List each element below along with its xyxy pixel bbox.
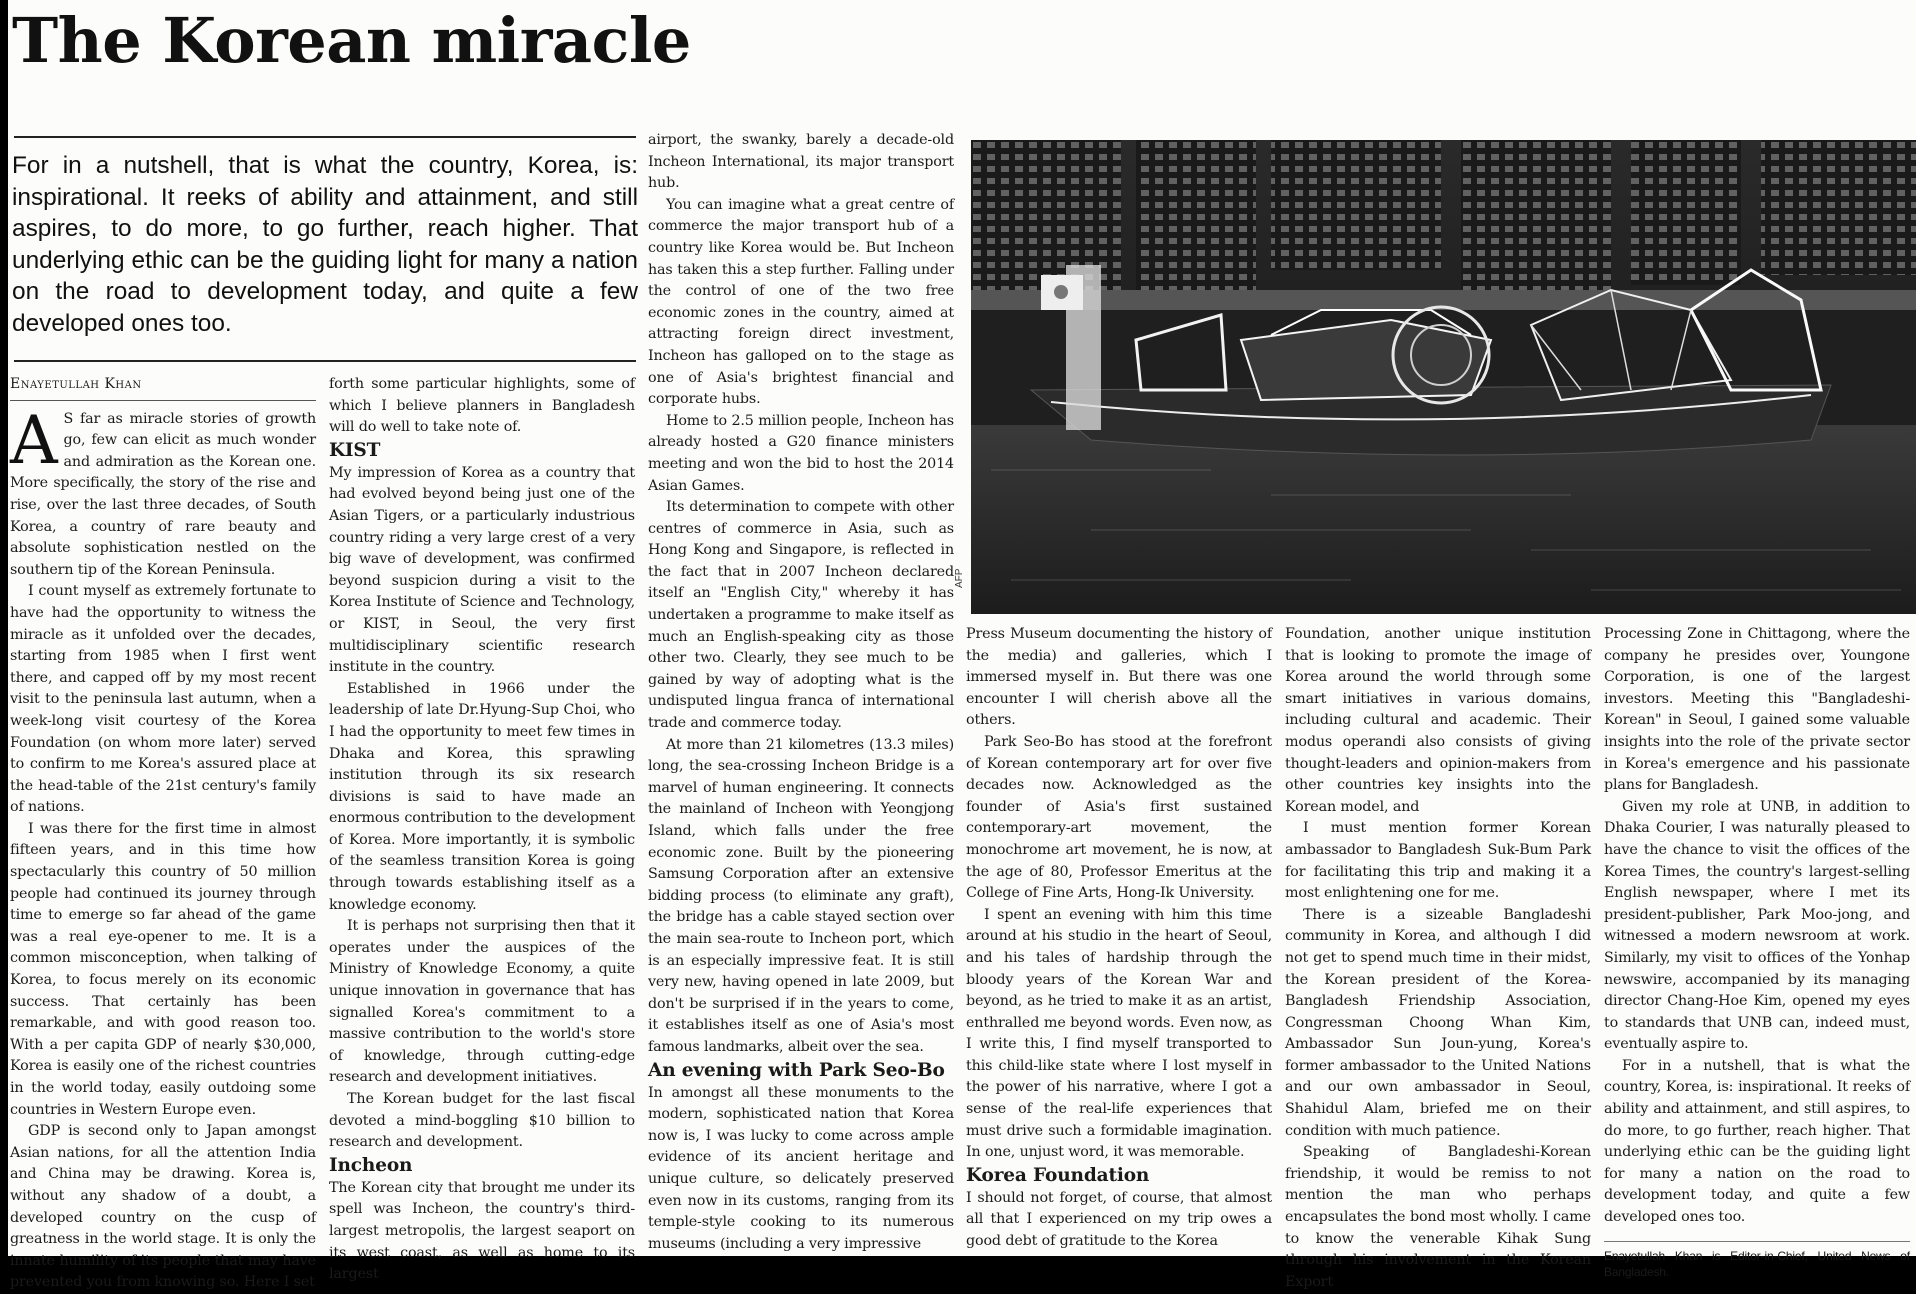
lede-bottom-rule — [14, 360, 636, 362]
paragraph: GDP is second only to Japan amongst Asian nations, for all the attention India and China may be drawing. Korea is, without any shadow of a doubt, a developed country on the cusp of greatness in the world stage. It is only the innate humility of its people that may have prevented you from knowing so. Here I set — [10, 1123, 316, 1291]
paragraph: At more than 21 kilometres (13.3 miles) long, the sea-crossing Incheon Bridge is a marvel of human engineering. It connects the mainland of Incheon with Yeongjong Island, which falls under the free economic zone. Built by the pioneering Samsung Corporation after an extensive bidding process (to eliminate any graft), the bridge has a cable stayed section over the main sea-route to Incheon port, which is an especially impressive feat. It is still very new, having opened in late 2009, but don't be surprised if in the years to come, it establishes itself as one of Asia's most famous landmarks, albeit over the sea. — [648, 736, 954, 1055]
author-note-divider — [1604, 1241, 1910, 1280]
paragraph: I count myself as extremely fortunate to have had the opportunity to witness the miracle as it unfolded over the decades, starting from 1985 when I first went there, and capped off by my most recent visit to the peninsula last autumn, when a week-long visit courtesy of the Korea Foundation (on whom more later) served to confirm to me Korea's assured place at the head-table of the 21st century's family of nations. — [10, 583, 316, 816]
subhead-park-seo-bo: An evening with Park Seo-Bo — [648, 1059, 945, 1081]
article-column-1 — [10, 374, 316, 1291]
paragraph: Home to 2.5 million people, Incheon has already hosted a G20 finance ministers meeting and won the bid to host the 2014 Asian Games. — [648, 412, 954, 494]
article-photo — [971, 140, 1916, 614]
article-column-2 — [329, 374, 635, 1283]
paragraph: For in a nutshell, that is what the country, Korea, is: inspirational. It reeks of ability and attainment, and still aspires, to do more, to go further, reach higher. That underlying ethic can be the guiding light for many a nation on the road to development today, and quite a few developed ones too. — [1604, 1057, 1910, 1226]
paragraph: Processing Zone in Chittagong, where the company he presides over, Youngone Corporation, is one of the largest investors. Meeting this "Bangladeshi-Korean" in Seoul, I gained some valuable insights into the role of the private sector in Korea's emergence and his passionate plans for Bangladesh. — [1604, 626, 1910, 794]
paragraph: Given my role at UNB, in addition to Dhaka Courier, I was naturally pleased to have the chance to visit the offices of the Korea Times, the country's largest-selling English newspaper, where I met its president-publisher, Park Moo-jong, and witnessed a modern newsroom at work. Similarly, my visit to offices of the Yonhap newswire, accompanied by its managing director Chang-Hoe Kim, opened my eyes to standards that UNB can, indeed must, eventually aspire to. — [1604, 798, 1910, 1053]
headline: The Korean miracle — [12, 4, 691, 77]
paragraph: Its determination to compete with other centres of commerce in Asia, such as Hong Kong and Singapore, is reflected in the fact that in 2007 Incheon declared itself an "English City," whereby it has undertaken a programme to make itself as much an English-speaking city as those other two. Clearly, they see much to be gained by way of adopting what is the undisputed lingua franca of international trade and commerce today. — [648, 499, 954, 732]
paragraph: Press Museum documenting the history of the media) and galleries, which I immersed myself in. But there was one encounter I will cherish above all the others. — [966, 626, 1272, 729]
subhead-incheon: Incheon — [329, 1154, 413, 1176]
paragraph: The Korean city that brought me under its spell was Incheon, the country's third-largest metropolis, the largest seaport on its west coast, as well as home to its largest — [329, 1179, 635, 1283]
paragraph: I spent an evening with him this time around at his studio in the heart of Seoul, and his tales of hardship through the bloody years of the Korean War and beyond, as he tried to make it as an artist, enthralled me beyond words. Even now, as I write this, I find myself transported to this child-like state where I lost myself in the power of his narrative, where I got a sense of the real-life experiences that must drive such a formidable imagination. In one, unjust word, it was memorable. — [966, 906, 1272, 1161]
paragraph: I was there for the first time in almost fifteen years, and in this time how spectacularly this country of 50 million people had continued its journey through time to emerge so far ahead of the game was a real eye-opener to me. It is a common misconception, when talking of Korea, to focus merely on its economic success. That certainly has been remarkable, and with good reason too. With a per capita GDP of nearly $30,000, Korea is easily one of the richest countries in the world today, easily outdoing some countries in Western Europe even. — [10, 820, 316, 1118]
paragraph: You can imagine what a great centre of commerce the major transport hub of a country like Korea would be. But Incheon has taken this a step further. Falling under the control of one of the two free economic zones in the country, aimed at attracting foreign direct investment, Incheon has galloped on to the stage as one of Asia's brightest financial and corporate hubs. — [648, 196, 954, 408]
paragraph: Speaking of Bangladeshi-Korean friendship, it would be remiss to not mention the man who perhaps encapsulates the bond most wholly. I came to know the venerable Kihak Sung through his involvement in the Korean Export — [1285, 1144, 1591, 1290]
paragraph: Established in 1966 under the leadership of late Dr.Hyung-Sup Choi, who I had the opportunity to meet few times in Dhaka and Korea, this sprawling institution through its six research divisions is said to have made an enormous contribution to the development of Korea. More importantly, it is symbolic of the seamless transition Korea is going through towards establishing itself as a knowledge economy. — [329, 680, 635, 913]
byline: Enayetullah Khan — [10, 374, 316, 401]
article-column-6 — [1604, 624, 1910, 1279]
paragraph: A S far as miracle stories of growth go, few can elicit as much wonder and admiration as the Korean one. More specifically, the story of the rise and rise, over the last three decades, of South Korea, a country of rare beauty and absolute sophistication nestled on the southern tip of the Korean Peninsula. — [10, 401, 316, 578]
article-column-4 — [966, 624, 1272, 1256]
article-column-5 — [1285, 624, 1591, 1290]
paragraph: forth some particular highlights, some of which I believe planners in Bangladesh will do well to take note of. — [329, 376, 635, 436]
paragraph: There is a sizeable Bangladeshi community in Korea, and although I did not get to spend much time in their midst, the Korean president of the Korea-Bangladesh Friendship Association, Congressman Choong Whan Kim, Ambassador Sun Joun-yung, Korea's former ambassador to the United Nations and our own ambassador in Seoul, Shahidul Alam, briefed me on their condition with much patience. — [1285, 906, 1591, 1139]
subhead-korea-foundation: Korea Foundation — [966, 1164, 1150, 1186]
night-boat-festival-photo — [971, 140, 1916, 614]
paragraph: In amongst all these monuments to the modern, sophisticated nation that Korea now is, I was lucky to come across ample evidence of its ancient heritage and unique culture, so delicately preserved even now in its customs, ranging from its temple-style cooking to its numerous museums (including a very impressive — [648, 1084, 954, 1252]
subhead-kist: KIST — [329, 439, 381, 461]
photo-credit: AFP — [954, 568, 965, 588]
paragraph: Park Seo-Bo has stood at the forefront of Korean contemporary art for over five decades now. Acknowledged as the founder of Asia's first sustained contemporary-art movement, the monochrome art movement, he is now, at the age of 80, Professor Emeritus at the College of Fine Arts, Hong-Ik University. — [966, 733, 1272, 902]
paragraph: The Korean budget for the last fiscal devoted a mind-boggling $10 billion to research and development. — [329, 1091, 635, 1151]
newspaper-sheet — [8, 0, 1916, 1291]
paragraph: My impression of Korea as a country that had evolved beyond being just one of the Asian Tigers, or a particularly industrious country riding a very large crest of a very big wave of development, was confirmed beyond suspicion during a visit to the Korea Institute of Science and Technology, or KIST, in Seoul, the very first multidisciplinary scientific research institute in the country. — [329, 464, 635, 676]
paragraph: I should not forget, of course, that almost all that I experienced on my trip owes a good debt of gratitude to the Korea — [966, 1189, 1272, 1250]
drop-cap: A — [10, 401, 58, 479]
paragraph: Foundation, another unique institution that is looking to promote the image of Korea around the world through some smart initiatives in various domains, including cultural and academic. Their modus operandi also consists of giving thought-leaders and opinion-makers from other countries key insights into the Korean model, and — [1285, 626, 1591, 815]
paragraph: It is perhaps not surprising then that it operates under the auspices of the Ministry of Knowledge Economy, a quite unique innovation in governance that has signalled Korea's commitment to a massive contribution to the world's store of knowledge, through cutting-edge research and development initiatives. — [329, 918, 635, 1086]
paragraph: I must mention former Korean ambassador to Bangladesh Suk-Bum Park for facilitating this trip and making it a most enlightening one for me. — [1285, 820, 1591, 902]
article-column-3 — [648, 130, 954, 1256]
paragraph: airport, the swanky, barely a decade-old Incheon International, its major transport hub. — [648, 132, 954, 192]
lede-top-rule — [14, 136, 636, 138]
author-note: Enayetullah Khan is Editor-in-Chief, United News of Bangladesh. — [1604, 1248, 1910, 1279]
lede-pull-quote: For in a nutshell, that is what the country, Korea, is: inspirational. It reeks of ability and attainment, and still aspires, to do more, to go further, reach higher. That underlying ethic can be the guiding light for many a nation on the road to development today, and quite a few developed ones too. — [12, 152, 638, 337]
